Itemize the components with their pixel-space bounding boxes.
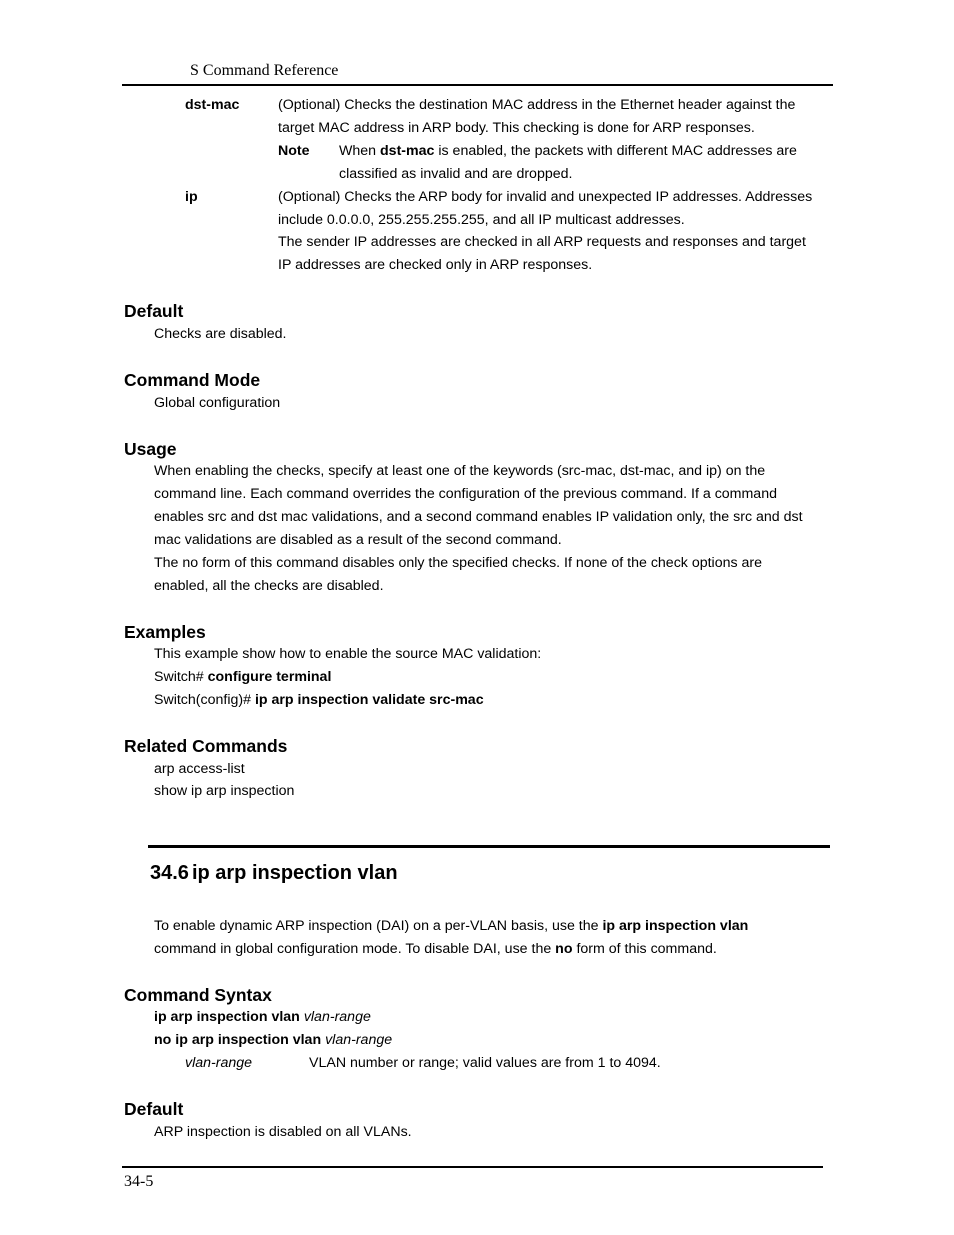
- usage-heading: Usage: [124, 439, 177, 459]
- note-label: Note: [278, 143, 310, 159]
- command-mode-text: Global configuration: [154, 395, 281, 411]
- examples-heading: Examples: [124, 622, 206, 642]
- param-desc-line: include 0.0.0.0, 255.255.255.255, and all IP multicast addresses.: [278, 212, 685, 228]
- example-command-line: Switch(config)# ip arp inspection validate src-mac: [154, 692, 484, 708]
- command-mode-heading: Command Mode: [124, 370, 261, 390]
- section-title-text: ip arp inspection vlan: [191, 862, 398, 884]
- usage-line: enables src and dst mac validations, and a second command enables IP validation only, the src and dst: [154, 509, 803, 525]
- footer-rule: [122, 1166, 823, 1168]
- default-heading: Default: [124, 301, 184, 321]
- header-rule: [122, 84, 833, 86]
- section-rule: [148, 845, 830, 848]
- section-number: 34.6: [150, 862, 189, 884]
- default-heading: Default: [124, 1099, 184, 1119]
- default-text: Checks are disabled.: [154, 326, 287, 342]
- usage-line: When enabling the checks, specify at least one of the keywords (src-mac, dst-mac, and ip) on the: [154, 463, 766, 479]
- section-intro-line: command in global configuration mode. To disable DAI, use the no form of this command.: [154, 941, 717, 957]
- note-text-line2: classified as invalid and are dropped.: [339, 166, 573, 182]
- command-syntax-heading: Command Syntax: [124, 985, 272, 1005]
- param-desc-line: (Optional) Checks the ARP body for invalid and unexpected IP addresses. Addresses: [278, 189, 813, 205]
- usage-line: mac validations are disabled as a result of the second command.: [154, 532, 562, 548]
- running-header: S Command Reference: [190, 62, 339, 79]
- related-command-item: show ip arp inspection: [154, 783, 295, 799]
- syntax-line: no ip arp inspection vlan vlan-range: [154, 1032, 393, 1048]
- syntax-param-desc: VLAN number or range; valid values are from 1 to 4094.: [309, 1055, 661, 1071]
- section-title: [150, 862, 398, 885]
- usage-line: command line. Each command overrides the configuration of the previous command. If a command: [154, 486, 777, 502]
- section-intro-line: To enable dynamic ARP inspection (DAI) on a per-VLAN basis, use the ip arp inspection vlan: [154, 918, 749, 934]
- example-command-line: Switch# configure terminal: [154, 669, 332, 685]
- param-name-ip: ip: [185, 189, 198, 205]
- usage-line: The no form of this command disables only the specified checks. If none of the check options are: [154, 555, 763, 571]
- page-number: 34-5: [124, 1173, 154, 1190]
- param-desc-line: IP addresses are checked only in ARP responses.: [278, 257, 593, 273]
- param-desc-line: (Optional) Checks the destination MAC address in the Ethernet header against the: [278, 97, 796, 113]
- examples-intro: This example show how to enable the source MAC validation:: [154, 646, 542, 662]
- note-text: When dst-mac is enabled, the packets with different MAC addresses are: [339, 143, 797, 159]
- related-commands-heading: Related Commands: [124, 736, 288, 756]
- default-text: ARP inspection is disabled on all VLANs.: [154, 1124, 412, 1140]
- syntax-line: ip arp inspection vlan vlan-range: [154, 1009, 371, 1025]
- param-desc-line: The sender IP addresses are checked in all ARP requests and responses and target: [278, 234, 806, 250]
- related-command-item: arp access-list: [154, 761, 245, 777]
- param-desc-line: target MAC address in ARP body. This checking is done for ARP responses.: [278, 120, 755, 136]
- usage-line: enabled, all the checks are disabled.: [154, 578, 384, 594]
- syntax-param-name: vlan-range: [185, 1055, 253, 1071]
- param-name-dst-mac: dst-mac: [185, 97, 240, 113]
